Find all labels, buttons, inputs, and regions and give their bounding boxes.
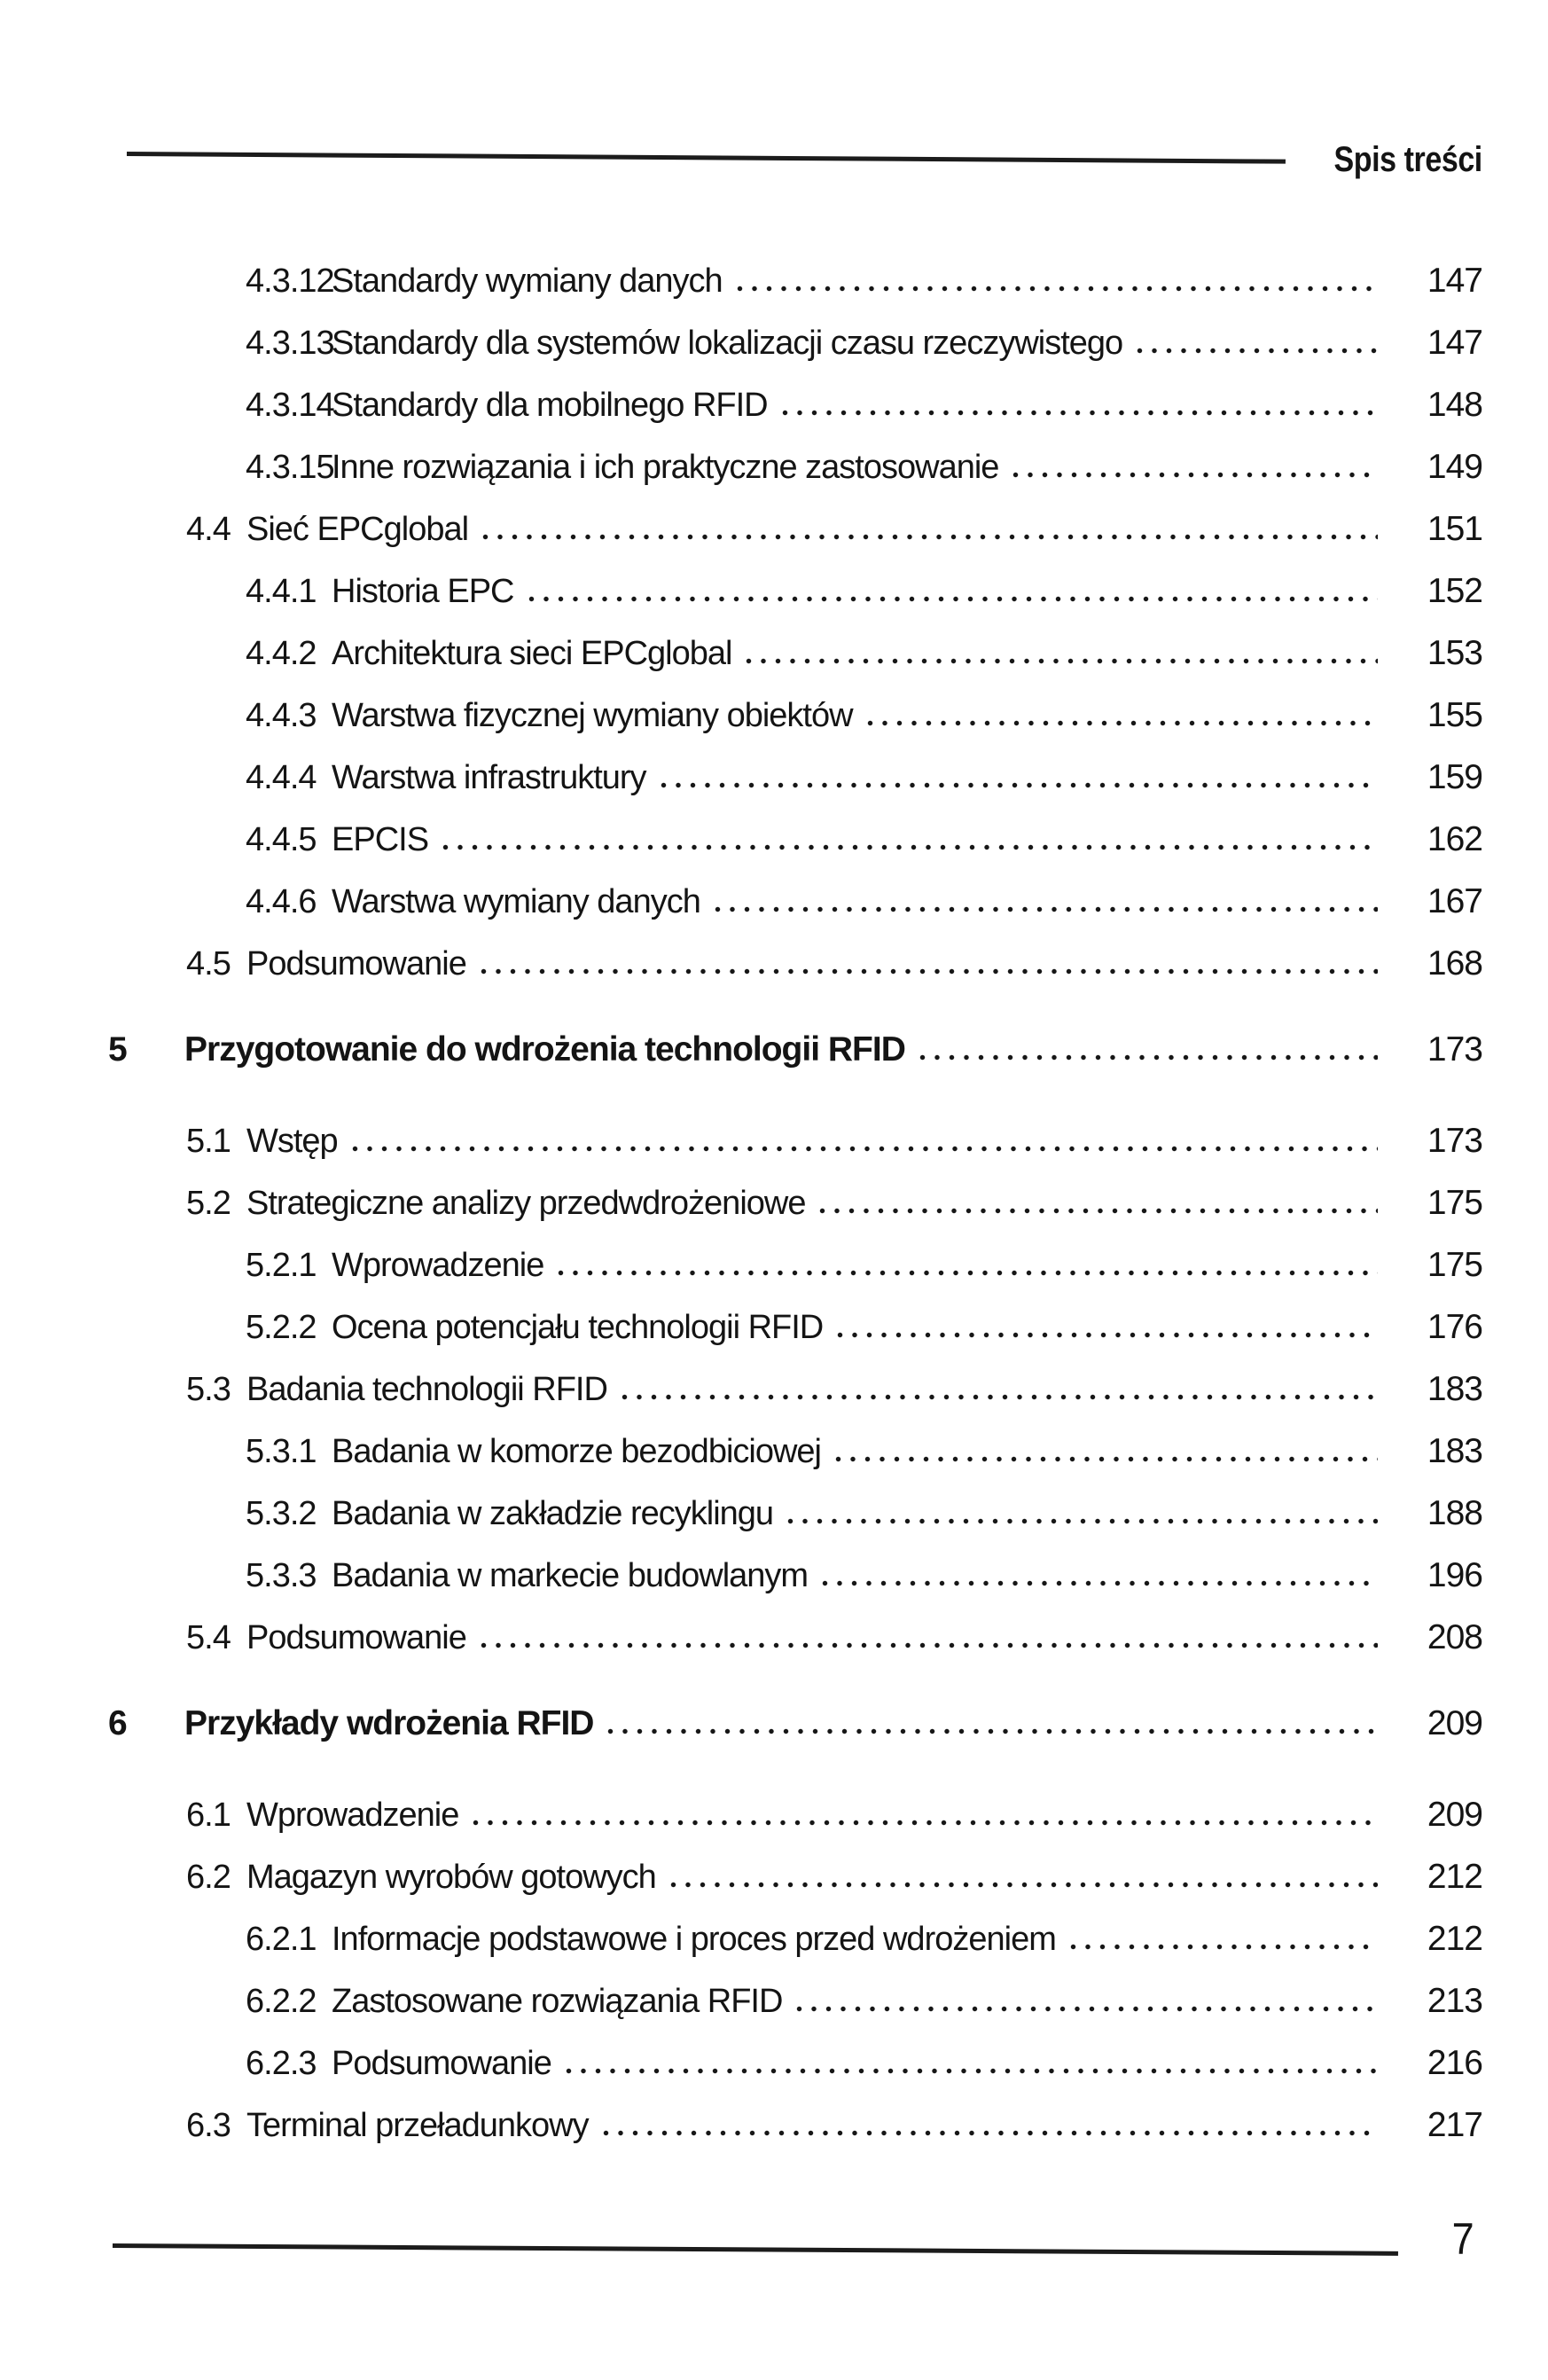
toc-entry-title: Badania technologii RFID — [246, 1371, 607, 1408]
toc-entry — [0, 263, 1482, 304]
toc-entry-title: Wstęp — [246, 1123, 338, 1160]
dot-leader — [528, 596, 1379, 602]
toc-entry-page: 188 — [1427, 1494, 1482, 1532]
toc-entry-number: 4.4.5 — [246, 821, 317, 858]
dot-leader — [661, 782, 1378, 788]
toc-entry-number: 5.2 — [186, 1185, 231, 1222]
toc-entry-page: 213 — [1427, 1982, 1482, 2020]
toc-entry-page: 212 — [1427, 1920, 1482, 1958]
toc-entry-number: 5 — [108, 1030, 127, 1069]
toc-entry-number: 5.3 — [186, 1371, 231, 1408]
toc-entry — [0, 1706, 1482, 1747]
toc-entry-title: Terminal przeładunkowy — [246, 2107, 589, 2144]
toc-entry-number: 5.3.1 — [246, 1433, 317, 1470]
toc-entry-number: 6.3 — [186, 2107, 231, 2144]
toc-entry-page: 147 — [1427, 262, 1482, 300]
dot-leader — [566, 2068, 1378, 2074]
dot-leader — [670, 1882, 1378, 1888]
toc-entry-title: Warstwa fizycznej wymiany obiektów — [332, 697, 853, 734]
toc-entry-number: 6.2 — [186, 1859, 231, 1896]
toc-entry-number: 4.3.15 — [246, 449, 334, 486]
toc-entry — [0, 388, 1482, 428]
toc-entry-title: Ocena potencjału technologii RFID — [332, 1309, 824, 1346]
dot-leader — [822, 1580, 1378, 1586]
toc-entry — [0, 450, 1482, 490]
toc-entry-number: 6.1 — [186, 1797, 231, 1834]
toc-entry-page: 173 — [1427, 1030, 1482, 1069]
dot-leader — [607, 1728, 1378, 1734]
toc-entry-page: 152 — [1427, 572, 1482, 610]
toc-entry — [0, 760, 1482, 801]
toc-entry-page: 148 — [1427, 386, 1482, 424]
toc-entry — [0, 1310, 1482, 1350]
toc-entry — [0, 1620, 1482, 1661]
toc-entry-number: 5.3.2 — [246, 1495, 317, 1532]
toc-entry-title: Badania w markecie budowlanym — [332, 1557, 809, 1594]
toc-entry — [0, 698, 1482, 739]
toc-entry — [0, 636, 1482, 677]
toc-entry-page: 159 — [1427, 758, 1482, 796]
dot-leader — [482, 534, 1378, 540]
page-title: Spis treści — [1333, 140, 1482, 179]
toc-entry-page: 168 — [1427, 944, 1482, 983]
header-rule — [127, 152, 1286, 164]
toc-entry-page: 209 — [1427, 1796, 1482, 1834]
toc-entry — [0, 512, 1482, 552]
dot-leader — [558, 1270, 1378, 1276]
toc-entry — [0, 325, 1482, 366]
toc-entry-number: 4.4.6 — [246, 883, 317, 920]
dot-leader — [787, 1518, 1378, 1524]
footer-rule — [113, 2243, 1398, 2256]
toc-entry-title: Warstwa wymiany danych — [332, 883, 700, 920]
dot-leader — [819, 1208, 1378, 1214]
toc-entry-title: Wprowadzenie — [332, 1247, 544, 1284]
toc-entry-title: Informacje podstawowe i proces przed wdrożeniem — [332, 1921, 1056, 1958]
toc-entry — [0, 884, 1482, 925]
toc-entry — [0, 946, 1482, 987]
toc-entry-number: 4.4 — [186, 511, 231, 548]
toc-entry-title: Przykłady wdrożenia RFID — [184, 1704, 594, 1742]
toc-entry-title: Badania w komorze bezodbiciowej — [332, 1433, 821, 1470]
dot-leader — [1137, 348, 1378, 354]
toc-entry-number: 5.2.2 — [246, 1309, 317, 1346]
toc-entry-page: 153 — [1427, 634, 1482, 672]
toc-entry-number: 4.3.14 — [246, 387, 334, 424]
toc-entry-number: 6.2.3 — [246, 2045, 317, 2082]
toc-entry — [0, 1558, 1482, 1599]
toc-entry-page: 208 — [1427, 1618, 1482, 1656]
dot-leader — [603, 2130, 1378, 2136]
toc-entry-page: 155 — [1427, 696, 1482, 734]
toc-entry — [0, 2108, 1482, 2149]
toc-entry-number: 5.2.1 — [246, 1247, 317, 1284]
toc-entry — [0, 1248, 1482, 1288]
toc-entry-number: 5.4 — [186, 1619, 231, 1656]
dot-leader — [782, 410, 1378, 416]
toc-entry-title: Strategiczne analizy przedwdrożeniowe — [246, 1185, 806, 1222]
toc-entry-number: 6 — [108, 1704, 127, 1742]
toc-entry-page: 167 — [1427, 882, 1482, 920]
toc-entry-title: Przygotowanie do wdrożenia technologii RFID — [184, 1030, 905, 1069]
toc-entry — [0, 1032, 1482, 1073]
dot-leader — [919, 1054, 1378, 1061]
dot-leader — [442, 844, 1378, 850]
toc-entry-title: Inne rozwiązania i ich praktyczne zastosowanie — [332, 449, 999, 486]
toc-entry-number: 6.2.2 — [246, 1983, 317, 2020]
dot-leader — [867, 720, 1378, 726]
dot-leader — [473, 1820, 1378, 1826]
toc-entry-title: Standardy dla systemów lokalizacji czasu rzeczywistego — [332, 325, 1123, 362]
dot-leader — [1012, 472, 1378, 478]
toc-entry-page: 173 — [1427, 1122, 1482, 1160]
dot-leader — [481, 1642, 1378, 1648]
dot-leader — [352, 1146, 1378, 1152]
dot-leader — [837, 1332, 1378, 1338]
toc-entry — [0, 1984, 1482, 2024]
dot-leader — [622, 1394, 1378, 1400]
toc-entry — [0, 1372, 1482, 1413]
toc-entry-title: Wprowadzenie — [246, 1797, 459, 1834]
toc-entry — [0, 574, 1482, 615]
toc-entry-title: Badania w zakładzie recyklingu — [332, 1495, 774, 1532]
toc-entry-title: Historia EPC — [332, 573, 514, 610]
toc-entry-page: 212 — [1427, 1858, 1482, 1896]
toc-entry-title: Zastosowane rozwiązania RFID — [332, 1983, 783, 2020]
toc-entry-page: 149 — [1427, 448, 1482, 486]
toc-entry-title: Standardy dla mobilnego RFID — [332, 387, 768, 424]
toc-entry-title: Podsumowanie — [246, 1619, 466, 1656]
toc-entry-number: 4.4.3 — [246, 697, 317, 734]
toc-entry-title: Sieć EPCglobal — [246, 511, 469, 548]
toc-entry — [0, 822, 1482, 863]
toc-entry-number: 4.4.2 — [246, 635, 317, 672]
toc-entry-page: 217 — [1427, 2106, 1482, 2144]
toc-entry-page: 147 — [1427, 324, 1482, 362]
footer-page-number: 7 — [1451, 2214, 1474, 2264]
toc-entry-number: 5.1 — [186, 1123, 231, 1160]
toc-entry — [0, 1186, 1482, 1226]
toc-entry-title: Magazyn wyrobów gotowych — [246, 1859, 656, 1896]
dot-leader — [746, 658, 1378, 664]
toc-entry-page: 162 — [1427, 820, 1482, 858]
toc-entry-page: 176 — [1427, 1308, 1482, 1346]
toc-entry-title: Warstwa infrastruktury — [332, 759, 646, 796]
toc-entry — [0, 1496, 1482, 1537]
toc-entry-page: 183 — [1427, 1432, 1482, 1470]
toc-entry-title: Podsumowanie — [332, 2045, 551, 2082]
toc-entry-page: 216 — [1427, 2044, 1482, 2082]
dot-leader — [737, 286, 1378, 292]
toc-entry-number: 4.4.1 — [246, 573, 317, 610]
toc-entry-number: 4.3.13 — [246, 325, 334, 362]
toc-entry-number: 4.4.4 — [246, 759, 317, 796]
toc-entry-title: Podsumowanie — [246, 945, 466, 983]
dot-leader — [715, 906, 1378, 912]
toc-entry-page: 175 — [1427, 1184, 1482, 1222]
toc-entry — [0, 1922, 1482, 1962]
toc-entry-title: EPCIS — [332, 821, 429, 858]
dot-leader — [481, 968, 1378, 975]
toc-entry — [0, 1859, 1482, 1900]
toc-entry-title: Architektura sieci EPCglobal — [332, 635, 732, 672]
toc-entry-page: 183 — [1427, 1370, 1482, 1408]
dot-leader — [1070, 1944, 1378, 1950]
toc-entry — [0, 1434, 1482, 1475]
toc-entry-number: 4.3.12 — [246, 262, 334, 300]
toc-entry-page: 151 — [1427, 510, 1482, 548]
toc-entry-number: 6.2.1 — [246, 1921, 317, 1958]
toc-entry-page: 175 — [1427, 1246, 1482, 1284]
toc-entry — [0, 1797, 1482, 1838]
toc-entry-page: 196 — [1427, 1556, 1482, 1594]
dot-leader — [796, 2006, 1378, 2012]
toc-entry-number: 4.5 — [186, 945, 231, 983]
toc-entry — [0, 2046, 1482, 2086]
dot-leader — [835, 1456, 1378, 1462]
toc-entry-number: 5.3.3 — [246, 1557, 317, 1594]
toc-entry-page: 209 — [1427, 1704, 1482, 1742]
toc-entry — [0, 1123, 1482, 1164]
toc-entry-title: Standardy wymiany danych — [332, 262, 723, 300]
